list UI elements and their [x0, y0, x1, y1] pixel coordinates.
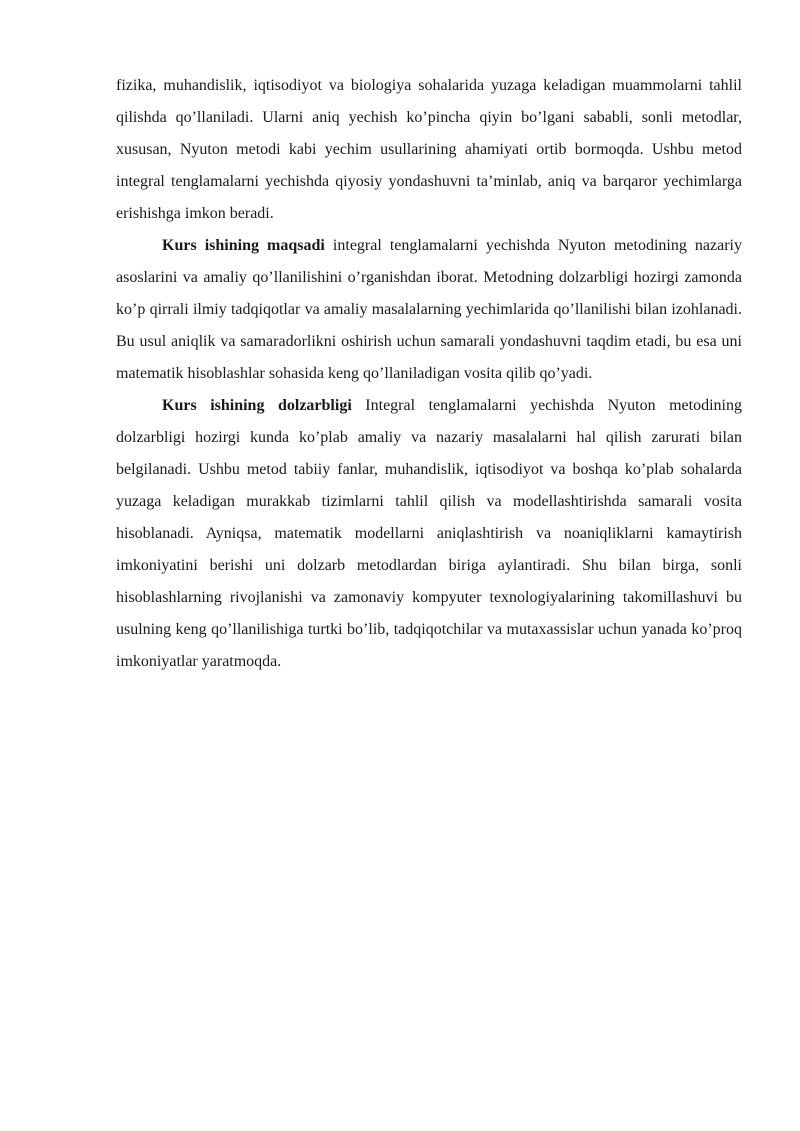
paragraph-relevance: [116, 390, 742, 678]
paragraph-lead-relevance: Kurs ishining dolzarbligi: [162, 397, 352, 414]
paragraph-goal: [116, 230, 742, 390]
paragraph-text: integral tenglamalarni yechishda Nyuton metodining nazariy asoslarini va amaliy qo’llanilishini o’rganishdan iborat. Metodning dolzarbligi hozirgi zamonda ko’p qirrali ilmiy tadqiqotlar va amaliy masalalarning yechimlarida qo’llanilishi bilan izohlanadi. Bu usul aniqlik va samaradorlikni oshirish uchun samarali yondashuvni taqdim etadi, bu esa uni matematik hisoblashlar sohasida keng qo’llaniladigan vosita qilib qo’yadi.: [116, 237, 742, 382]
paragraph-text: Integral tenglamalarni yechishda Nyuton metodining dolzarbligi hozirgi kunda ko’plab amaliy va nazariy masalalarni hal qilish zarurati bilan belgilanadi. Ushbu metod tabiiy fanlar, muhandislik, iqtisodiyot va boshqa ko’plab sohalarda yuzaga keladigan murakkab tizimlarni tahlil qilish va modellashtirishda samarali vosita hisoblanadi. Ayniqsa, matematik modellarni aniqlashtirish va noaniqliklarni kamaytirish imkoniyatini berishi uni dolzarb metodlardan biriga aylantiradi. Shu bilan birga, sonli hisoblashlarning rivojlanishi va zamonaviy kompyuter texnologiyalarining takomillashuvi bu usulning keng qo’llanilishiga turtki bo’lib, tadqiqotchilar va mutaxassislar uchun yanada ko’proq imkoniyatlar yaratmoqda.: [116, 397, 742, 670]
paragraph-text: fizika, muhandislik, iqtisodiyot va biologiya sohalarida yuzaga keladigan muammolarni tahlil qilishda qo’llaniladi. Ularni aniq yechish ko’pincha qiyin bo’lgani sababli, sonli metodlar, xususan, Nyuton metodi kabi yechim usullarining ahamiyati ortib bormoqda. Ushbu metod integral tenglamalarni yechishda qiyosiy yondashuvni ta’minlab, aniq va barqaror yechimlarga erishishga imkon beradi.: [116, 77, 742, 222]
paragraph-lead-goal: Kurs ishining maqsadi: [162, 237, 325, 254]
body-text: [116, 70, 742, 678]
paragraph-intro: [116, 70, 742, 230]
